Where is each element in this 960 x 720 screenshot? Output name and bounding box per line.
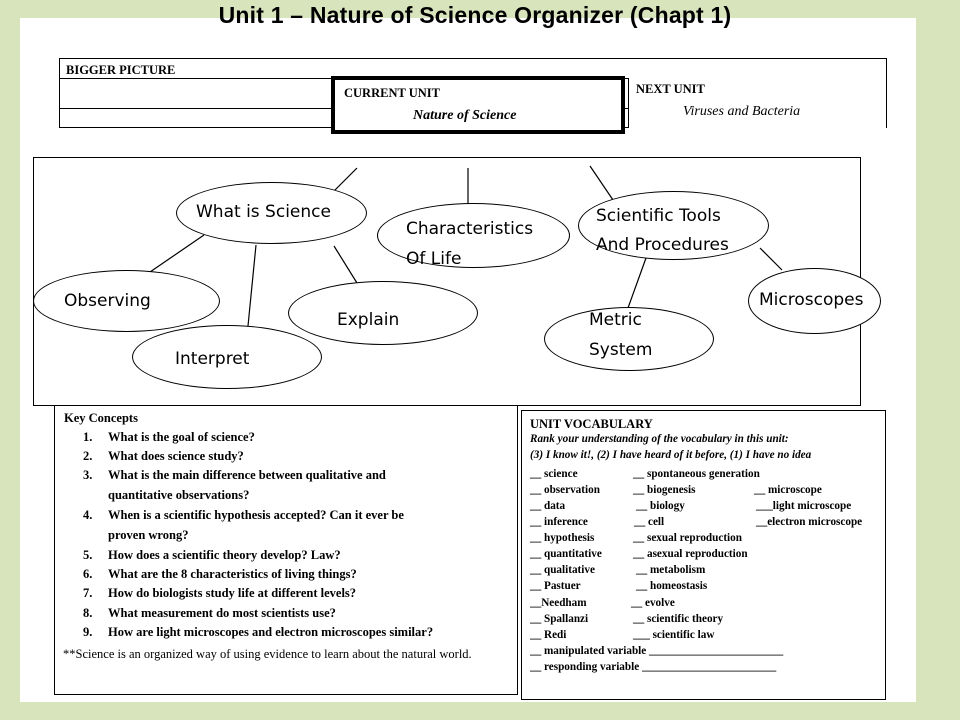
- science-definition-note: **Science is an organized way of using evidence to learn about the natural world.: [63, 647, 472, 661]
- vocab-term-c1-8: __Needham: [530, 597, 587, 609]
- vocab-term-c2-9: __ scientific theory: [633, 613, 724, 625]
- vocab-term-c1-11: __ manipulated variable ________________________: [530, 645, 784, 657]
- metric-system-node: [544, 307, 714, 371]
- key-concept-text: What are the 8 characteristics of living things?: [108, 567, 357, 581]
- interpret-node: [132, 325, 322, 389]
- explain-node: [288, 281, 478, 345]
- next-unit-value: Viruses and Bacteria: [683, 104, 801, 119]
- unit-vocabulary-box: [521, 410, 886, 700]
- key-concept-item: [83, 485, 249, 505]
- key-concept-text: How do biologists study life at different levels?: [108, 586, 357, 600]
- key-concept-item: [83, 603, 336, 623]
- key-concept-item: [83, 525, 188, 545]
- key-concept-text: quantitative observations?: [108, 488, 250, 502]
- vocab-term-c2-2: __ biology: [636, 500, 685, 512]
- vocab-term-c1-1: __ observation: [530, 484, 600, 496]
- key-concept-item: [83, 583, 356, 603]
- key-concept-text: What is the goal of science?: [108, 430, 255, 444]
- key-concept-text: How are light microscopes and electron microscopes similar?: [108, 625, 434, 639]
- tools-label-line1: Scientific Tools: [596, 206, 721, 226]
- key-concept-item: [83, 446, 244, 466]
- vocabulary-heading: UNIT VOCABULARY: [530, 417, 653, 431]
- page-title: Unit 1 – Nature of Science Organizer (Chapt 1): [218, 2, 732, 28]
- key-concept-text: proven wrong?: [108, 528, 189, 542]
- key-concept-text: What measurement do most scientists use?: [108, 606, 336, 620]
- key-concept-text: When is a scientific hypothesis accepted? Can it ever be: [108, 508, 404, 522]
- scientific-tools-node: [578, 191, 769, 260]
- key-concept-item: [83, 545, 341, 565]
- vocab-term-c3-1: ___light microscope: [756, 500, 852, 512]
- vocab-term-c1-2: __ data: [530, 500, 566, 512]
- characteristics-label-line1: Characteristics: [406, 219, 534, 239]
- next-unit-label: NEXT UNIT: [636, 82, 705, 96]
- key-concept-item: [83, 465, 386, 485]
- characteristics-label-line2: Of Life: [406, 249, 462, 269]
- observing-node: [33, 270, 220, 332]
- vocab-term-c1-0: __ science: [530, 468, 578, 480]
- vocabulary-instruction: (3) I know it!, (2) I have heard of it before, (1) I have no idea: [530, 449, 812, 461]
- current-unit-label: CURRENT UNIT: [344, 86, 440, 100]
- key-concept-text: How does a scientific theory develop? Law?: [108, 548, 341, 562]
- vocab-term-c2-3: __ cell: [634, 516, 665, 528]
- vocab-term-c2-0: __ spontaneous generation: [633, 468, 760, 480]
- vocabulary-instruction: Rank your understanding of the vocabulary in this unit:: [530, 433, 789, 445]
- metric-label-line2: System: [589, 340, 653, 360]
- interpret-label: Interpret: [175, 349, 250, 369]
- key-concepts-box: [54, 405, 518, 695]
- vocab-term-c1-12: __ responding variable ________________________: [530, 661, 777, 673]
- vocab-term-c1-5: __ quantitative: [530, 548, 602, 560]
- vocab-term-c2-8: __ evolve: [631, 597, 675, 609]
- key-concept-number: 3.: [83, 468, 93, 482]
- tools-label-line2: And Procedures: [596, 235, 729, 255]
- key-concept-number: 7.: [83, 586, 93, 600]
- key-concept-item: [83, 427, 255, 447]
- key-concept-text: What is the main difference between qualitative and: [108, 468, 386, 482]
- explain-label: Explain: [337, 310, 400, 330]
- vocab-term-c2-4: __ sexual reproduction: [633, 532, 742, 544]
- vocab-term-c1-6: __ qualitative: [530, 564, 595, 576]
- vocab-term-c1-3: __ inference: [530, 516, 588, 528]
- vocab-term-c1-10: __ Redi: [530, 629, 567, 641]
- key-concept-number: 2.: [83, 449, 93, 463]
- key-concept-number: 4.: [83, 508, 93, 522]
- vocab-term-c1-7: __ Pastuer: [530, 580, 581, 592]
- current-unit-value: Nature of Science: [413, 108, 517, 123]
- metric-label-line1: Metric: [589, 310, 642, 330]
- vocab-term-c2-6: __ metabolism: [636, 564, 706, 576]
- vocab-term-c2-7: __ homeostasis: [636, 580, 708, 592]
- observing-label: Observing: [64, 291, 151, 311]
- vocab-term-c3-2: __electron microscope: [756, 516, 863, 528]
- key-concept-number: 9.: [83, 625, 93, 639]
- key-concepts-heading: Key Concepts: [64, 411, 138, 425]
- characteristics-of-life-node: [377, 203, 570, 268]
- vocab-term-c2-1: __ biogenesis: [633, 484, 696, 496]
- key-concept-number: 1.: [83, 430, 93, 444]
- what-is-science-label: What is Science: [196, 202, 331, 222]
- key-concept-item: [83, 622, 433, 642]
- vocab-term-c1-9: __ Spallanzi: [530, 613, 589, 625]
- key-concept-item: [83, 505, 404, 525]
- vocab-term-c1-4: __ hypothesis: [530, 532, 595, 544]
- bigger-picture-label: BIGGER PICTURE: [66, 63, 176, 77]
- microscopes-label: Microscopes: [759, 290, 864, 310]
- vocab-term-c2-5: __ asexual reproduction: [633, 548, 748, 560]
- microscopes-node: [748, 268, 881, 334]
- what-is-science-node: [176, 182, 367, 244]
- key-concept-item: [83, 564, 357, 584]
- key-concept-number: 5.: [83, 548, 93, 562]
- key-concept-text: What does science study?: [108, 449, 244, 463]
- key-concept-number: 8.: [83, 606, 93, 620]
- vocab-term-c2-10: ___ scientific law: [633, 629, 715, 641]
- key-concept-number: 6.: [83, 567, 93, 581]
- vocab-term-c3-0: __ microscope: [754, 484, 822, 496]
